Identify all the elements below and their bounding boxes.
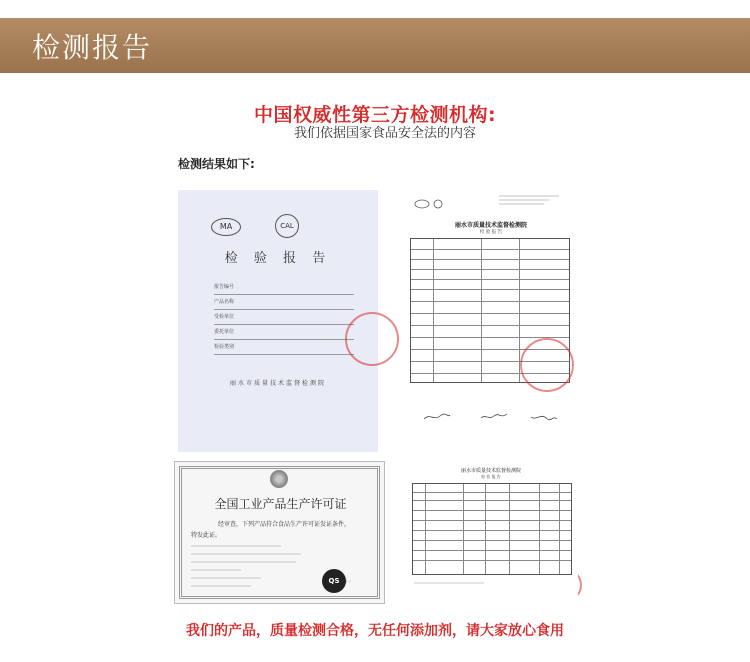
signature-icon	[529, 412, 559, 422]
report-results-table	[412, 483, 572, 575]
report-institute: 丽水市质量技术监督检测院	[454, 222, 527, 229]
authority-heading: 中国权威性第三方检测机构:	[253, 104, 497, 126]
table-rule	[433, 239, 434, 382]
table-rule	[411, 313, 569, 314]
ma-cal-logos-icon	[414, 199, 454, 209]
results-label: 检测结果如下:	[178, 157, 255, 171]
table-rule	[559, 484, 560, 574]
ma-logo-icon: MA	[211, 218, 241, 236]
authority-subtitle: 我们依据国家食品安全法的内容	[293, 126, 476, 141]
report-row-label: 检验类别	[214, 344, 235, 350]
report-subtitle: 检 验 报 告	[479, 230, 503, 235]
table-rule	[411, 325, 569, 326]
quality-assurance-footer: 我们的产品，质量检测合格，无任何添加剂，请大家放心食用	[186, 623, 564, 639]
report-row-label: 委托单位	[214, 329, 235, 335]
table-rule	[411, 301, 569, 302]
signature-icon	[422, 412, 452, 422]
license-title: 全国工业产品生产许可证	[214, 497, 347, 511]
report-row	[214, 343, 354, 355]
report-results-page-image	[404, 461, 578, 612]
license-statement: 特发此证。	[191, 532, 222, 539]
table-rule	[413, 540, 571, 541]
table-rule	[413, 520, 571, 521]
table-rule	[413, 560, 571, 561]
table-rule	[411, 289, 569, 290]
red-stamp-icon	[520, 338, 574, 392]
report-note-icon	[414, 579, 494, 587]
report-cover-image	[178, 190, 378, 452]
license-date: 二〇一	[338, 580, 352, 585]
national-emblem-icon	[270, 470, 288, 488]
report-subtitle: 检 验 报 告	[481, 474, 501, 479]
table-rule	[413, 550, 571, 551]
table-rule	[485, 484, 486, 574]
table-rule	[413, 530, 571, 531]
table-rule	[425, 484, 426, 574]
qs-badge-icon: QS	[322, 569, 346, 593]
license-statement: 经审查，下列产品符合食品生产许可证发证条件，	[218, 521, 351, 528]
production-license-image	[174, 461, 385, 604]
red-stamp-icon	[345, 312, 399, 366]
report-row	[214, 328, 354, 340]
table-rule	[413, 500, 571, 501]
table-rule	[411, 249, 569, 250]
table-rule	[509, 484, 510, 574]
signature-icon	[479, 412, 509, 422]
report-row-label: 受检单位	[214, 314, 235, 320]
report-row-label: 产品名称	[214, 299, 235, 305]
certification-logos	[414, 194, 454, 204]
table-rule	[411, 279, 569, 280]
table-rule	[413, 510, 571, 511]
report-row	[214, 298, 354, 310]
license-details-icon	[191, 544, 311, 588]
report-institute: 丽水市质量技术监督检测院	[460, 468, 521, 474]
table-rule	[411, 259, 569, 260]
report-row	[214, 313, 354, 325]
table-rule	[481, 239, 482, 382]
cal-logo-icon: CAL	[275, 214, 299, 238]
report-title: 检 验 报 告	[224, 251, 332, 266]
header-title: 检测报告	[32, 31, 153, 64]
header-bar	[0, 18, 750, 73]
table-rule	[539, 484, 540, 574]
report-institute-footer: 丽水市质量技术监督检测院	[229, 380, 326, 387]
meta-lines-icon	[499, 194, 569, 208]
report-row	[214, 283, 354, 295]
report-meta-block	[499, 194, 569, 209]
report-data-page-image	[404, 186, 578, 438]
table-rule	[413, 492, 571, 493]
report-row-label: 报告编号	[214, 284, 235, 290]
table-rule	[411, 269, 569, 270]
table-rule	[463, 484, 464, 574]
